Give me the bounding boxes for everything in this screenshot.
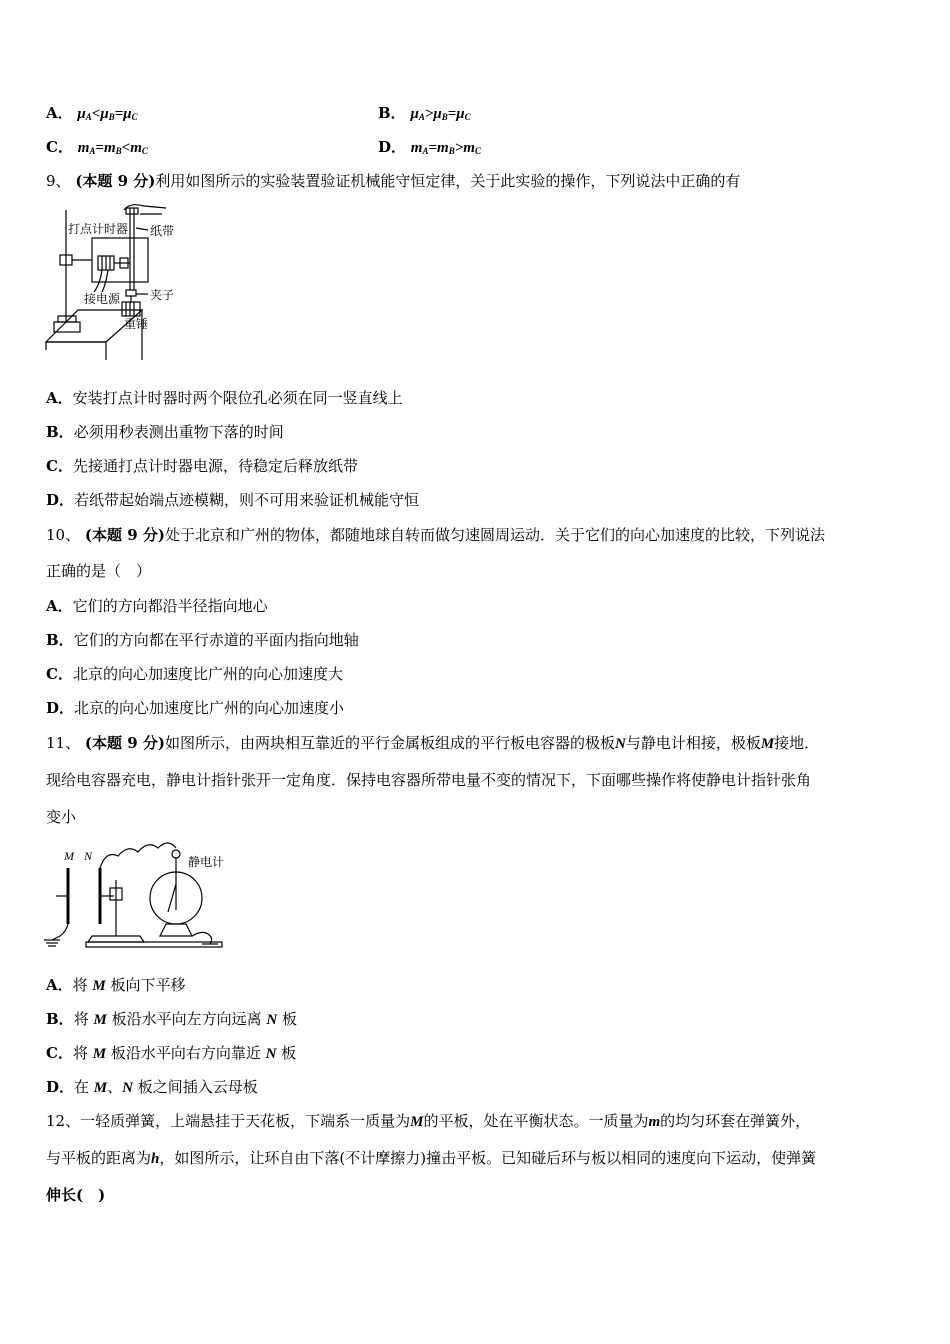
q11-stem-line2: 现给电容器充电，静电计指针张开一定角度．保持电容器所带电量不变的情况下，下面哪些操作将使静电计指针张角 (46, 771, 812, 789)
q10-stem-line2: 正确的是（ ） (46, 562, 152, 580)
q12-stem-line1: 12、一轻质弹簧，上端悬挂于天花板，下端系一质量为M的平板，处在平衡状态。一质量为m的均匀环套在弹簧外， (46, 1112, 811, 1130)
q9-stem: 9、 (本题 9 分)利用如图所示的实验装置验证机械能守恒定律，关于此实验的操作，下列说法中正确的有 (46, 172, 741, 190)
q10-option-b: B．它们的方向都在平行赤道的平面内指向地轴 (46, 631, 359, 649)
q9-option-c: C．先接通打点计时器电源，待稳定后释放纸带 (46, 457, 358, 475)
label-clip: 夹子 (150, 288, 175, 302)
q9-option-b: B．必须用秒表测出重物下落的时间 (46, 423, 284, 441)
label-electroscope: 静电计 (188, 855, 225, 869)
q11-option-c: C．将 M 板沿水平向右方向靠近 N 板 (46, 1044, 297, 1062)
q8-option-a: A． $\mu_A<\mu_B=\mu_C$ (46, 104, 138, 122)
q9-option-a: A．安装打点计时器时两个限位孔必须在同一竖直线上 (46, 389, 403, 407)
q9-option-d: D．若纸带起始端点迹模糊，则不可用来验证机械能守恒 (46, 491, 420, 509)
q11-option-d: D．在 M、N 板之间插入云母板 (46, 1078, 258, 1096)
q11-stem-line1: 11、 (本题 9 分)如图所示，由两块相互靠近的平行金属板组成的平行板电容器的极板N与静电计相接，极板M接地． (46, 734, 820, 752)
label-plate-n: N (84, 849, 93, 863)
q8-option-d-text: $m_A=m_B>m_C$ (410, 140, 481, 156)
q8-option-b-text: $\mu_A>\mu_B=\mu_C$ (410, 106, 471, 122)
q10-option-d: D．北京的向心加速度比广州的向心加速度小 (46, 699, 345, 717)
ground-wire (52, 924, 68, 940)
q8-option-c-text: $m_A=m_B<m_C$ (77, 140, 148, 156)
q8-option-d: D． $m_A=m_B>m_C$ (378, 138, 481, 156)
q10-option-a: A．它们的方向都沿半径指向地心 (46, 597, 268, 615)
label-power: 接电源 (84, 292, 121, 306)
q8-option-c: C． $m_A=m_B<m_C$ (46, 138, 148, 156)
q8-option-a-text: $\mu_A<\mu_B=\mu_C$ (77, 106, 138, 122)
q12-stem-line2: 与平板的距离为h，如图所示，让环自由下落(不计摩擦力)撞击平板。已知碰后环与板以相同的速度向下运动，使弹簧 (46, 1149, 817, 1167)
power-wire (94, 270, 102, 292)
q8-option-b: B． $\mu_A>\mu_B=\mu_C$ (378, 104, 471, 122)
label-tape: 纸带 (150, 224, 175, 238)
q9-apparatus-figure (44, 200, 194, 368)
q10-stem-line1: 10、 (本题 9 分)处于北京和广州的物体，都随地球自转而做匀速圆周运动．关于它们的向心加速度的比较，下列说法 (46, 526, 825, 544)
clip (126, 290, 136, 296)
q12-stem-line3: 伸长( ) (46, 1186, 106, 1204)
q10-option-c: C．北京的向心加速度比广州的向心加速度大 (46, 665, 343, 683)
connecting-wire (100, 843, 176, 868)
q11-capacitor-figure (42, 840, 232, 955)
q11-option-a: A．将 M 板向下平移 (46, 976, 186, 994)
label-weight: 重锤 (124, 317, 149, 331)
q11-option-b: B．将 M 板沿水平向左方向远离 N 板 (46, 1010, 297, 1028)
electroscope-knob (172, 850, 180, 858)
base-platform (86, 942, 222, 947)
label-timer: 打点计时器 (68, 222, 129, 236)
label-plate-m: M (64, 849, 74, 863)
electroscope-needle (168, 884, 176, 912)
q11-stem-line3: 变小 (46, 808, 77, 826)
